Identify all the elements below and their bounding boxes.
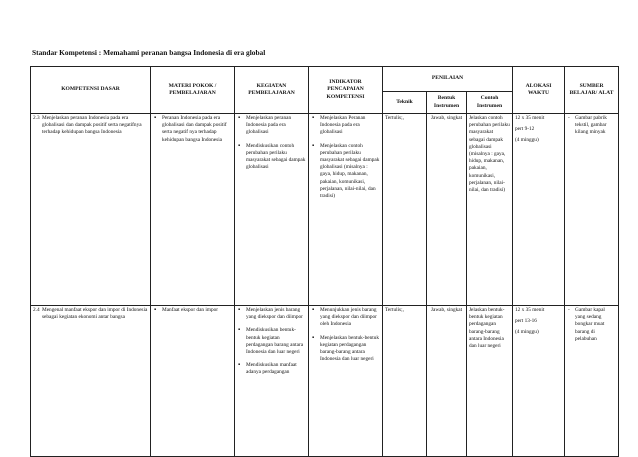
alokasi-cell xyxy=(513,114,565,306)
list-item: ▪ Mendiskusikan contoh perubahan perilaku masyarakat sebagai dampak globalisasi xyxy=(237,143,306,172)
kd-text: Mengenal manfaat ekspor dan impor di Indonesia sebagai kegiatan ekonomi antar bangsa xyxy=(42,307,148,321)
kd-text: Menjelaskan peranan Indonesia pada era globalisasi dan dampak positif serta negatifnya terhadap kehidupan bangsa Indonesia xyxy=(42,115,142,136)
materi-cell xyxy=(151,114,235,306)
col-kompetensi-dasar: KOMPETENSI DASAR xyxy=(31,67,151,114)
contoh-cell: Jelaskan bentuk-bentuk kegiatan perdagangan barang-barang antara Indonesia dan luar negeri xyxy=(467,306,513,457)
col-teknik: Teknik xyxy=(383,92,427,114)
col-kegiatan: KEGIATAN PEMBELAJARAN xyxy=(235,67,309,114)
table-row xyxy=(31,306,619,457)
list-item: ▪ Menjelaskan Peranan Indonesia pada era globalisasi xyxy=(311,115,380,137)
alokasi-duration: 12 x 35 menit xyxy=(515,115,545,121)
kegiatan-cell xyxy=(235,306,309,457)
kegiatan-cell xyxy=(235,114,309,306)
syllabus-table xyxy=(30,66,619,457)
indikator-cell xyxy=(309,306,383,457)
alokasi-meetings: pert 9-12 xyxy=(515,126,535,133)
col-alokasi: ALOKASI WAKTU xyxy=(513,67,565,114)
list-item: ▪ Menjelaskan jenis barang yang diekspor dan diimpor xyxy=(237,307,306,321)
alokasi-weeks: (4 minggu) xyxy=(515,329,539,336)
list-item: ▪ Menjelaskan contoh perubahan perilaku masyarakat sebagai dampak globalisasi (misalnya : gaya, hidup, makanan, pakaian, komunikasi, perjalanan, nilai-nilai, dan tradisi) xyxy=(311,143,380,201)
alokasi-cell xyxy=(513,306,565,457)
col-indikator: INDIKATOR PENCAPAIAN KOMPETENSI xyxy=(309,67,383,114)
col-bentuk: Bentuk Instrumen xyxy=(427,92,467,114)
bentuk-cell: Jawab, singkat xyxy=(427,114,467,306)
sumber-cell xyxy=(565,306,619,457)
indikator-cell xyxy=(309,114,383,306)
list-item: ▪ Menjelaskan bentuk-bentuk kegiatan perdagangan barang-barang antara Indonesia dan luar negeri xyxy=(311,335,380,364)
kd-cell xyxy=(31,306,151,457)
table-row xyxy=(31,114,619,306)
list-item: ▪ Menjelaskan peranan Indonesia pada era globalisasi xyxy=(237,115,306,137)
list-item: ▪ Menunjukkan jenis barang yang diekspor dan diimpor oleh Indonesia xyxy=(311,307,380,329)
alokasi-duration: 12 x 35 menit xyxy=(515,307,545,313)
col-materi-pokok: MATERI POKOK / PEMBELAJARAN xyxy=(151,67,235,114)
col-sumber: SUMBER BELAJAR/ ALAT xyxy=(565,67,619,114)
list-item: ▪ Manfaat ekspor dan impor xyxy=(153,307,232,314)
col-penilaian: PENILAIAN xyxy=(383,67,513,92)
standar-kompetensi: Standar Kompetensi : Memahami peranan bangsa Indonesia di era global xyxy=(32,48,266,57)
alokasi-meetings: pert 13-16 xyxy=(515,318,537,325)
col-contoh: Contoh Instrumen xyxy=(467,92,513,114)
list-item: ▪ Peranan Indonesia pada era globalisasi dan dampak positif serta negatif nya terhadap kehidupan bangsa Indonesia xyxy=(153,115,232,144)
list-item: ▪ Mendiskusikan bentuk-bentuk kegiatan perdagangan barang antara Indonesia dan luar negeri xyxy=(237,327,306,356)
kd-cell xyxy=(31,114,151,306)
list-item: - Gambar pabrik tekstil, gambar kilang minyak xyxy=(567,115,616,137)
contoh-cell: Jelaskan contoh perubahan perilaku masyarakat sebagai dampak globalisasi (misalnya : gaya, hidup, makanan, pakaian, komunikasi, perjalanan, nilai-nilai, dan tradisi) xyxy=(467,114,513,306)
sumber-cell xyxy=(565,114,619,306)
teknik-cell: Tertulis;, xyxy=(383,114,427,306)
list-item: ▪ Mendiskusikan manfaat adanya perdagangan xyxy=(237,362,306,376)
alokasi-weeks: (4 minggu) xyxy=(515,137,539,144)
materi-cell xyxy=(151,306,235,457)
teknik-cell: Tertulis;, xyxy=(383,306,427,457)
list-item: - Gambar kapal yang sedang bongkar muat barang di pelabuhan xyxy=(567,307,616,343)
kd-number: 2.4 xyxy=(33,307,40,313)
bentuk-cell: Jawab, singkat xyxy=(427,306,467,457)
kd-number: 2.3 xyxy=(33,115,40,121)
